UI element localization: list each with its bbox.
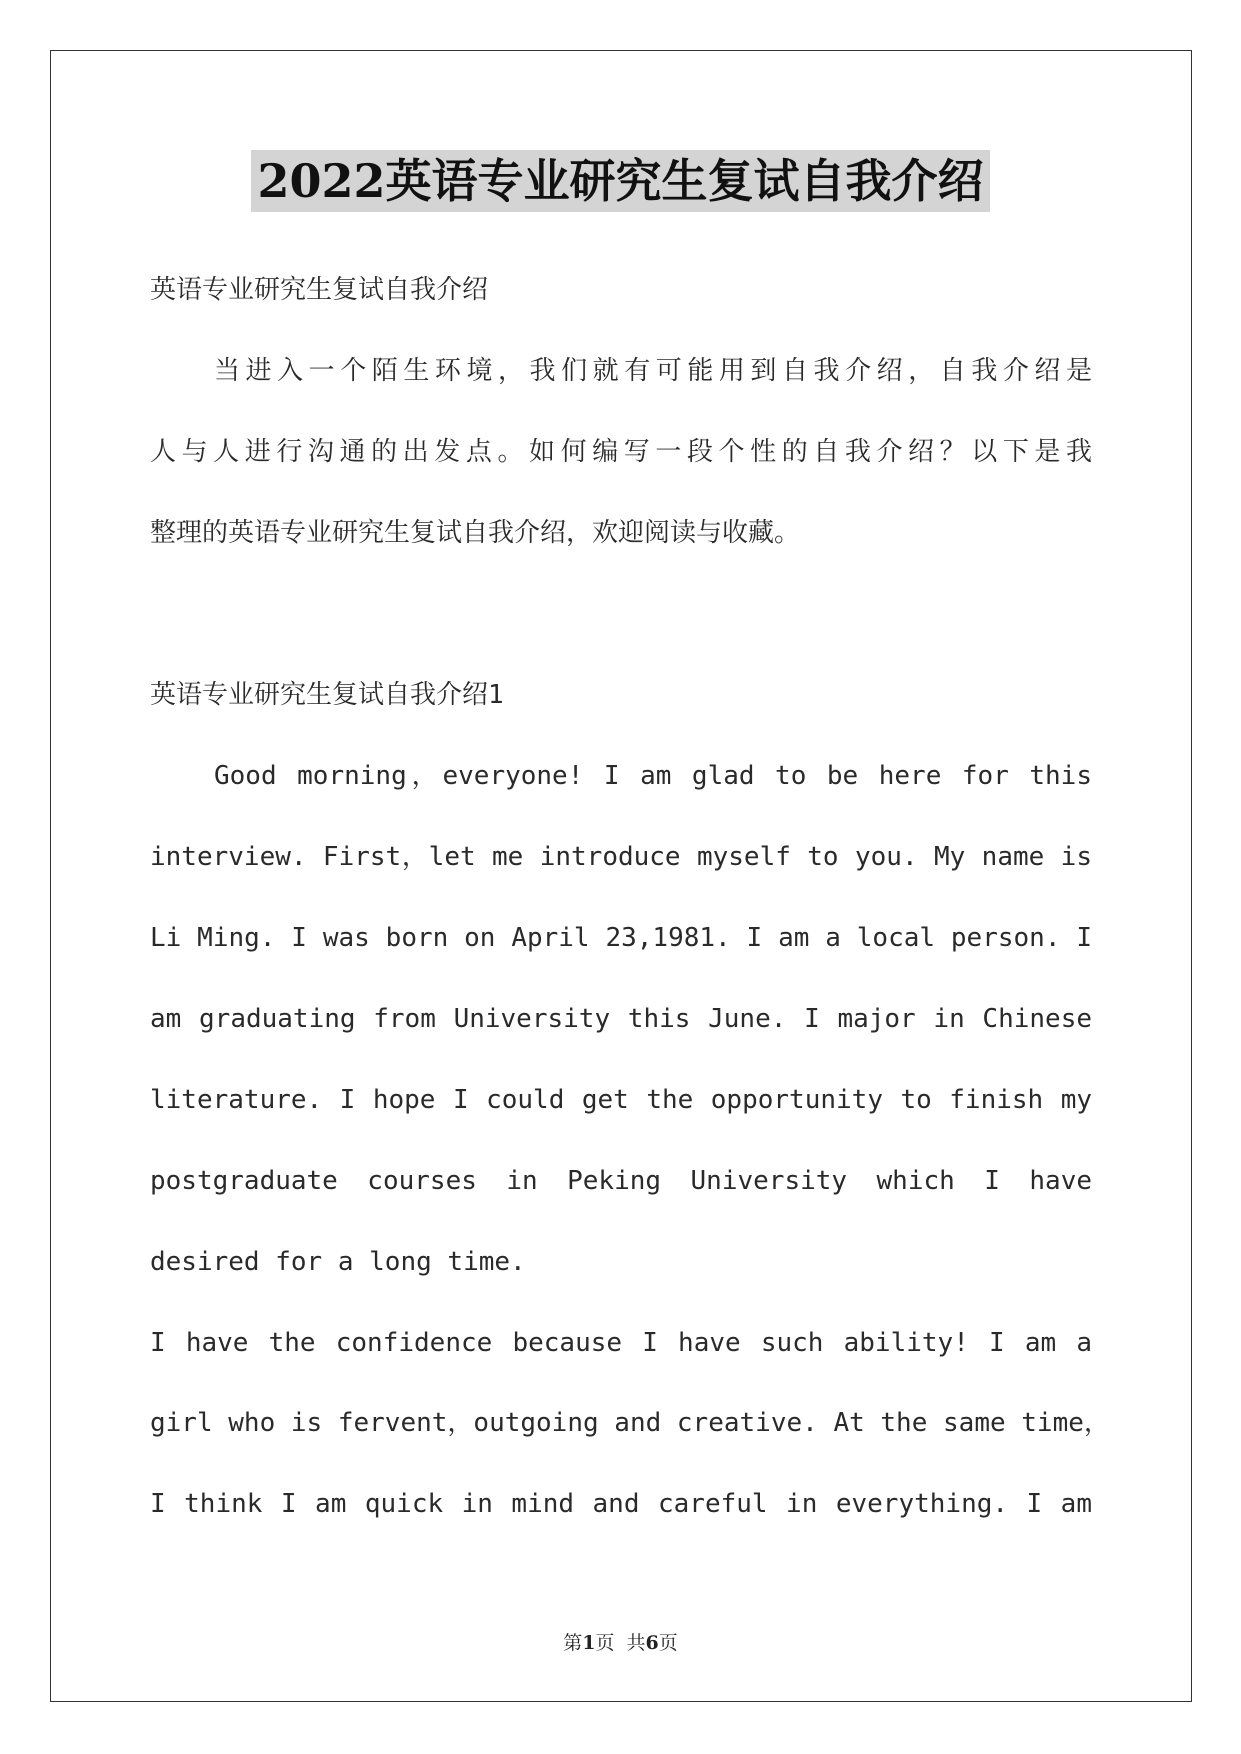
title-container <box>0 150 1241 212</box>
intro-line: 当进入一个陌生环境，我们就有可能用到自我介绍，自我介绍是 <box>214 356 1092 386</box>
section-heading: 英语专业研究生复试自我介绍1 <box>150 680 504 710</box>
current-page-number: 1 <box>582 1632 596 1654</box>
paragraph-gap <box>150 574 1092 655</box>
footer-suffix: 页 <box>658 1632 678 1654</box>
body-line: girl who is fervent，outgoing and creative. At the same time， <box>150 1408 1110 1438</box>
body-line: literature. I hope I could get the opportunity to finish my <box>150 1085 1092 1115</box>
document-body <box>150 250 1110 1545</box>
document-title: 2022英语专业研究生复试自我介绍 <box>251 150 989 212</box>
body-line: interview. First，let me introduce myself to you. My name is <box>150 842 1092 872</box>
page-footer <box>0 1628 1241 1655</box>
body-line: postgraduate courses in Peking University which I have <box>150 1166 1092 1196</box>
footer-prefix: 第 <box>563 1632 583 1654</box>
total-pages-number: 6 <box>645 1632 659 1654</box>
body-line: am graduating from University this June. I major in Chinese <box>150 1004 1092 1034</box>
intro-line: 人与人进行沟通的出发点。如何编写一段个性的自我介绍？以下是我 <box>150 437 1092 467</box>
subtitle: 英语专业研究生复试自我介绍 <box>150 275 489 305</box>
body-line: desired for a long time. <box>150 1247 526 1277</box>
body-line: Good morning，everyone! I am glad to be here for this <box>214 761 1092 791</box>
intro-line: 整理的英语专业研究生复试自我介绍，欢迎阅读与收藏。 <box>150 518 801 548</box>
body-line: I have the confidence because I have such ability! I am a <box>150 1328 1092 1358</box>
footer-middle: 页 共 <box>595 1632 646 1654</box>
body-line: Li Ming. I was born on April 23,1981. I am a local person. I <box>150 923 1092 953</box>
body-line: I think I am quick in mind and careful in everything. I am <box>150 1489 1092 1519</box>
